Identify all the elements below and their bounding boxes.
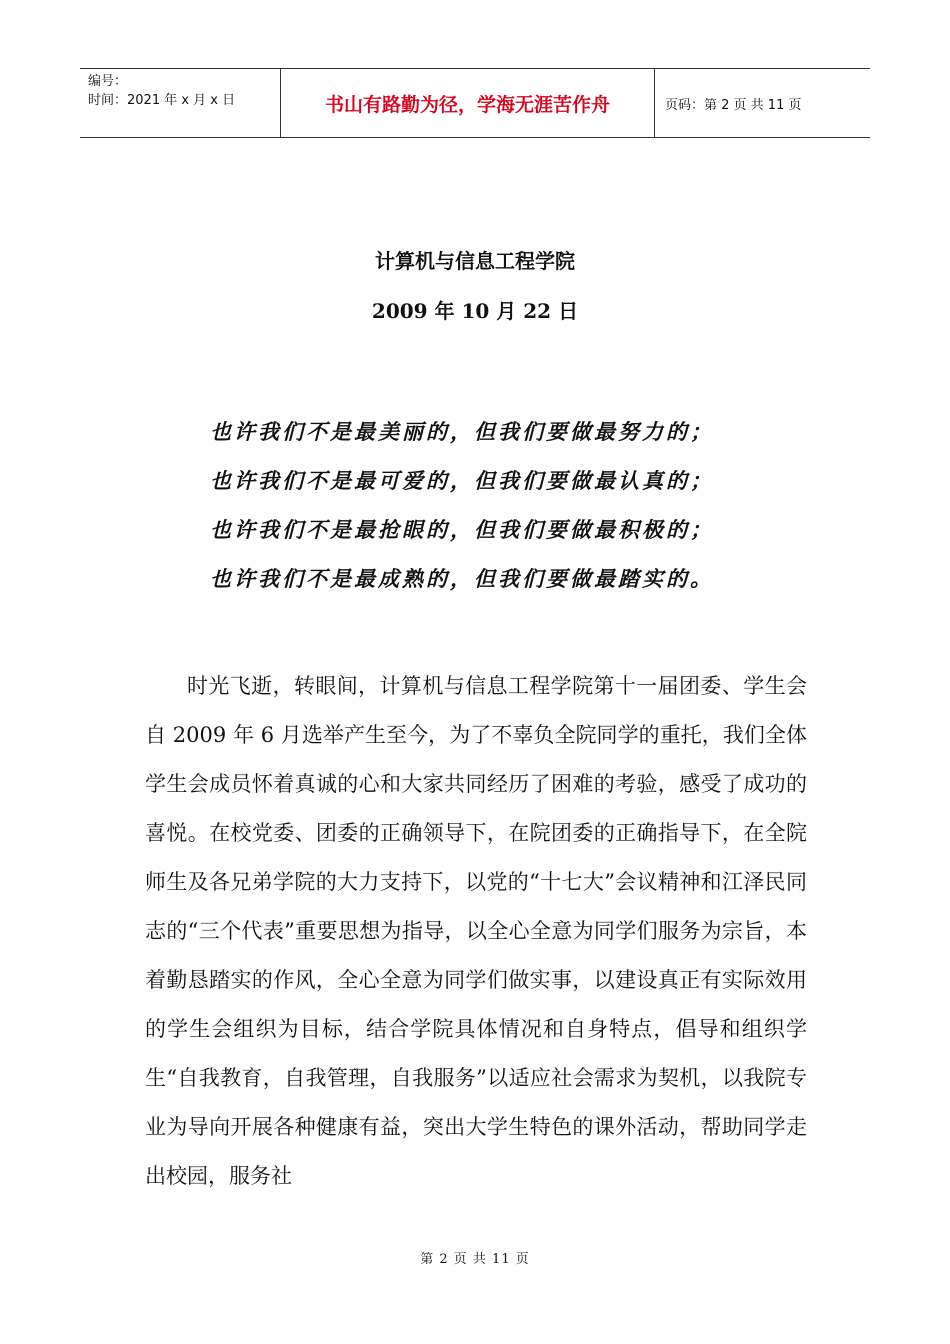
time-label: 时间：2021 年 x 月 x 日 xyxy=(88,93,236,108)
body-paragraph: 时光飞逝，转眼间，计算机与信息工程学院第十一届团委、学生会自 2009 年 6 月选举产生至今，为了不辜负全院同学的重托，我们全体学生会成员怀着真诚的心和大家共同经历了困难的考验，感受了成功的喜悦。在校党委、团委的正确领导下，在院团委的正确指导下，在全院师生及各兄弟学院的大力支持下，以党的“十七大”会议精神和江泽民同志的“三个代表”重要思想为指导，以全心全意为同学们服务为宗旨，本着勤恳踏实的作风，全心全意为同学们做实事，以建设真正有实际效用的学生会组织为目标，结合学院具体情况和自身特点，倡导和组织学生“自我教育，自我管理，自我服务”以适应社会需求为契机，以我院专业为导向开展各种健康有益，突出大学生特色的课外活动，帮助同学走出校园，服务社 xyxy=(145,674,807,1188)
poem xyxy=(210,407,770,603)
poem-line: 也许我们不是最美丽的，但我们要做最努力的； xyxy=(210,419,714,444)
header-meta xyxy=(80,69,281,137)
header-motto: 书山有路勤为径，学海无涯苦作舟 xyxy=(281,69,655,137)
page-footer: 第 2 页 共 11 页 xyxy=(420,1252,530,1267)
header-page-info: 页码：第 2 页 共 11 页 xyxy=(665,97,802,113)
document-header xyxy=(80,68,870,138)
org-title: 计算机与信息工程学院 xyxy=(375,249,575,273)
poem-line: 也许我们不是最成熟的，但我们要做最踏实的。 xyxy=(210,566,714,591)
poem-line: 也许我们不是最可爱的，但我们要做最认真的； xyxy=(210,468,714,493)
number-label: 编号： xyxy=(88,74,128,89)
poem-line: 也许我们不是最抢眼的，但我们要做最积极的； xyxy=(210,517,714,542)
report-date: 2009 年 10 月 22 日 xyxy=(371,299,579,323)
body-section xyxy=(145,662,807,1201)
